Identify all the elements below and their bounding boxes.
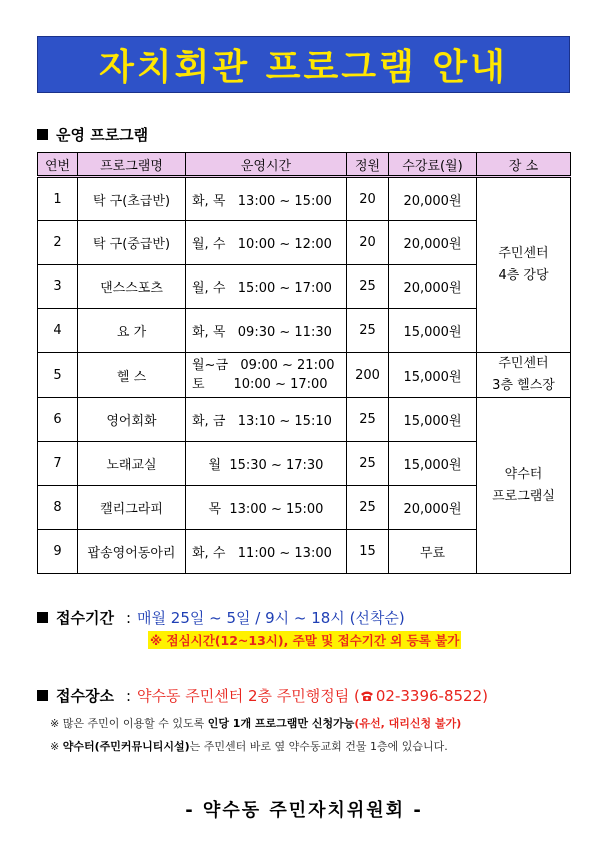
cell-capacity: 25	[347, 442, 389, 486]
bullet-square-icon	[37, 690, 48, 701]
cell-time: 월 15:30 ~ 17:30	[186, 442, 347, 486]
cell-time: 화, 수 11:00 ~ 13:00	[186, 530, 347, 574]
cell-capacity: 25	[347, 265, 389, 309]
location-line: 약수터	[504, 466, 543, 482]
reception-place-value: 약수동 주민센터 2층 주민행정팀 (	[137, 687, 360, 705]
cell-fee: 20,000원	[389, 486, 477, 530]
note-text: 는 주민센터 바로 옆 약수동교회 건물 1층에 있습니다.	[189, 740, 448, 753]
cell-location	[477, 177, 571, 353]
cell-name: 탁 구(초급반)	[78, 177, 186, 221]
reception-place	[37, 685, 488, 706]
cell-name: 노래교실	[78, 442, 186, 486]
section-heading	[37, 124, 148, 145]
reception-place-label: 접수장소	[56, 687, 114, 705]
cell-capacity: 20	[347, 177, 389, 221]
header-capacity: 정원	[347, 153, 389, 177]
cell-no: 2	[38, 221, 78, 265]
cell-no: 1	[38, 177, 78, 221]
note-text: ※	[50, 740, 63, 753]
cell-name: 영어회화	[78, 398, 186, 442]
colon: :	[125, 686, 132, 705]
cell-fee: 무료	[389, 530, 477, 574]
cell-capacity: 25	[347, 309, 389, 353]
header-time: 운영시간	[186, 153, 347, 177]
note-text: ※ 많은 주민이 이용할 수 있도록	[50, 717, 208, 730]
reception-warning: ※ 점심시간(12~13시), 주말 및 접수기간 외 등록 불가	[150, 633, 460, 648]
location-line: 4층 강당	[498, 268, 549, 283]
cell-no: 6	[38, 398, 78, 442]
location-line: 주민센터	[498, 356, 549, 371]
table-header-row	[38, 153, 571, 177]
cell-name: 헬 스	[78, 353, 186, 398]
bullet-square-icon	[37, 129, 48, 140]
cell-capacity: 25	[347, 486, 389, 530]
cell-time: 화, 목 09:30 ~ 11:30	[186, 309, 347, 353]
phone-number: 02-3396-8522)	[375, 686, 488, 705]
table-row	[38, 177, 571, 221]
cell-no: 5	[38, 353, 78, 398]
cell-name: 캘리그라피	[78, 486, 186, 530]
cell-capacity: 20	[347, 221, 389, 265]
cell-name: 댄스스포츠	[78, 265, 186, 309]
cell-fee: 20,000원	[389, 221, 477, 265]
cell-fee: 20,000원	[389, 265, 477, 309]
cell-time: 목 13:00 ~ 15:00	[186, 486, 347, 530]
header-fee: 수강료(월)	[389, 153, 477, 177]
cell-time: 월, 수 10:00 ~ 12:00	[186, 221, 347, 265]
cell-fee: 20,000원	[389, 177, 477, 221]
time-line: 토 10:00 ~ 17:00	[192, 377, 328, 392]
phone-icon	[360, 690, 374, 702]
note-bold-text: 약수터(주민커뮤니티시설)	[62, 740, 190, 753]
cell-name: 요 가	[78, 309, 186, 353]
reception-period-value: 매월 25일 ~ 5일 / 9시 ~ 18시 (선착순)	[137, 609, 405, 627]
reception-period-label: 접수기간	[56, 609, 114, 627]
cell-fee: 15,000원	[389, 309, 477, 353]
location-line: 3층 헬스장	[492, 378, 555, 393]
colon: :	[125, 608, 132, 627]
table-row	[38, 398, 571, 442]
cell-fee: 15,000원	[389, 442, 477, 486]
footer-signature: - 약수동 주민자치위원회 -	[185, 800, 423, 821]
cell-no: 7	[38, 442, 78, 486]
header-name: 프로그램명	[78, 153, 186, 177]
cell-capacity: 25	[347, 398, 389, 442]
cell-capacity: 15	[347, 530, 389, 574]
cell-time: 월, 수 15:00 ~ 17:00	[186, 265, 347, 309]
cell-no: 9	[38, 530, 78, 574]
note-2	[50, 738, 448, 754]
program-table	[37, 152, 571, 574]
cell-fee: 15,000원	[389, 398, 477, 442]
cell-time	[186, 353, 347, 398]
title-banner	[37, 36, 570, 93]
location-line: 주민센터	[498, 246, 549, 261]
cell-no: 8	[38, 486, 78, 530]
cell-time: 화, 금 13:10 ~ 15:10	[186, 398, 347, 442]
page-title: 자치회관 프로그램 안내	[99, 47, 508, 88]
note-red-text: (유선, 대리신청 불가)	[354, 717, 462, 730]
cell-name: 팝송영어동아리	[78, 530, 186, 574]
note-bold-text: 인당 1개 프로그램만 신청가능	[207, 717, 355, 730]
cell-location	[477, 353, 571, 398]
cell-no: 3	[38, 265, 78, 309]
time-line: 월~금 09:00 ~ 21:00	[192, 358, 335, 373]
location-line: 프로그램실	[492, 488, 555, 504]
cell-name: 탁 구(중급반)	[78, 221, 186, 265]
cell-capacity: 200	[347, 353, 389, 398]
reception-period	[37, 607, 405, 628]
header-no: 연번	[38, 153, 78, 177]
cell-fee: 15,000원	[389, 353, 477, 398]
note-1	[50, 715, 461, 731]
cell-no: 4	[38, 309, 78, 353]
cell-location	[477, 398, 571, 574]
bullet-square-icon	[37, 612, 48, 623]
header-location: 장 소	[477, 153, 571, 177]
table-row	[38, 353, 571, 398]
section-title: 운영 프로그램	[56, 126, 149, 144]
cell-time: 화, 목 13:00 ~ 15:00	[186, 177, 347, 221]
